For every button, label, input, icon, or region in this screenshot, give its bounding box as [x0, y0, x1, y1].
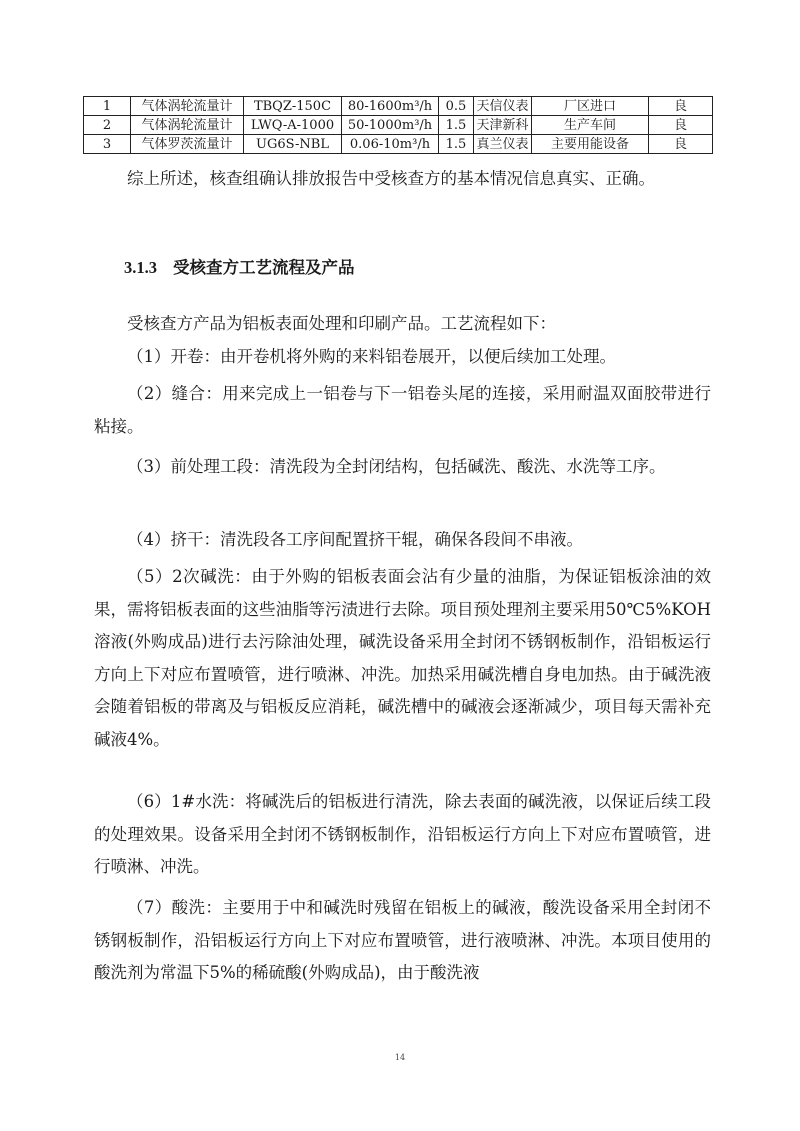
table-cell-maker: 真兰仪表	[474, 135, 532, 154]
table-cell-range: 80-1600m³/h	[342, 97, 439, 116]
table-cell-status: 良	[649, 135, 713, 154]
table-row	[84, 135, 713, 154]
table-cell-status: 良	[649, 97, 713, 116]
table-cell-range: 0.06-10m³/h	[342, 135, 439, 154]
table-cell-name: 气体涡轮流量计	[131, 97, 244, 116]
step-paragraph-5: （5）2次碱洗：由于外购的铝板表面会沾有少量的油脂，为保证铝板涂油的效果，需将铝板表面的这些油脂等污渍进行去除。项目预处理剂主要采用50℃5%KOH溶液(外购成品)进行去污除油处理，碱洗设备采用全封闭不锈钢板制作，沿铝板运行方向上下对应布置喷管，进行喷淋、冲洗。加热采用碱洗槽自身电加热。由于碱洗液会随着铝板的带离及与铝板反应消耗，碱洗槽中的碱液会逐渐减少，项目每天需补充碱液4%。	[94, 567, 711, 749]
table-cell-no: 3	[84, 135, 131, 154]
step-paragraph-4: （4）挤干：清洗段各工序间配置挤干辊，确保各段间不串液。	[127, 530, 583, 549]
step-paragraph-7: （7）酸洗：主要用于中和碱洗时残留在铝板上的碱液，酸洗设备采用全封闭不锈钢板制作，沿铝板运行方向上下对应布置喷管，进行液喷淋、冲洗。本项目使用的酸洗剂为常温下5%的稀硫酸(外购成品)，由于酸洗液	[94, 898, 711, 982]
table-cell-maker: 天津新科	[474, 116, 532, 135]
table-cell-range: 50-1000m³/h	[342, 116, 439, 135]
table-cell-model: LWQ-A-1000	[244, 116, 342, 135]
table-cell-accuracy: 0.5	[439, 97, 474, 116]
table-cell-name: 气体罗茨流量计	[131, 135, 244, 154]
table-cell-status: 良	[649, 116, 713, 135]
table-cell-location: 主要用能设备	[532, 135, 649, 154]
table-cell-name: 气体涡轮流量计	[131, 116, 244, 135]
step-paragraph-6: （6）1#水洗：将碱洗后的铝板进行清洗，除去表面的碱洗液，以保证后续工段的处理效果。设备采用全封闭不锈钢板制作，沿铝板运行方向上下对应布置喷管，进行喷淋、冲洗。	[94, 792, 711, 876]
table-cell-accuracy: 1.5	[439, 116, 474, 135]
table-cell-location: 生产车间	[532, 116, 649, 135]
table-cell-no: 2	[84, 116, 131, 135]
step-paragraph-2: （2）缝合：用来完成上一铝卷与下一铝卷头尾的连接，采用耐温双面胶带进行粘接。	[94, 384, 711, 436]
table-row	[84, 97, 713, 116]
step-paragraph-1: （1）开卷：由开卷机将外购的来料铝卷展开，以便后续加工处理。	[127, 347, 616, 366]
table-cell-maker: 天信仪表	[474, 97, 532, 116]
section-heading	[124, 254, 355, 278]
step-paragraph-3: （3）前处理工段：清洗段为全封闭结构，包括碱洗、酸洗、水洗等工序。	[127, 457, 666, 476]
table-cell-model: UG6S-NBL	[244, 135, 342, 154]
intro-paragraph: 受核查方产品为铝板表面处理和印刷产品。工艺流程如下：	[127, 314, 556, 333]
table-cell-accuracy: 1.5	[439, 135, 474, 154]
section-number: 3.1.3	[124, 258, 157, 277]
flowmeter-table	[83, 96, 713, 154]
summary-paragraph: 综上所述，核查组确认排放报告中受核查方的基本情况信息真实、正确。	[127, 169, 655, 188]
table-cell-no: 1	[84, 97, 131, 116]
table-row	[84, 116, 713, 135]
page-number: 14	[394, 1053, 406, 1062]
table-cell-model: TBQZ-150C	[244, 97, 342, 116]
table-cell-location: 厂区进口	[532, 97, 649, 116]
section-title: 受核查方工艺流程及产品	[173, 258, 355, 277]
